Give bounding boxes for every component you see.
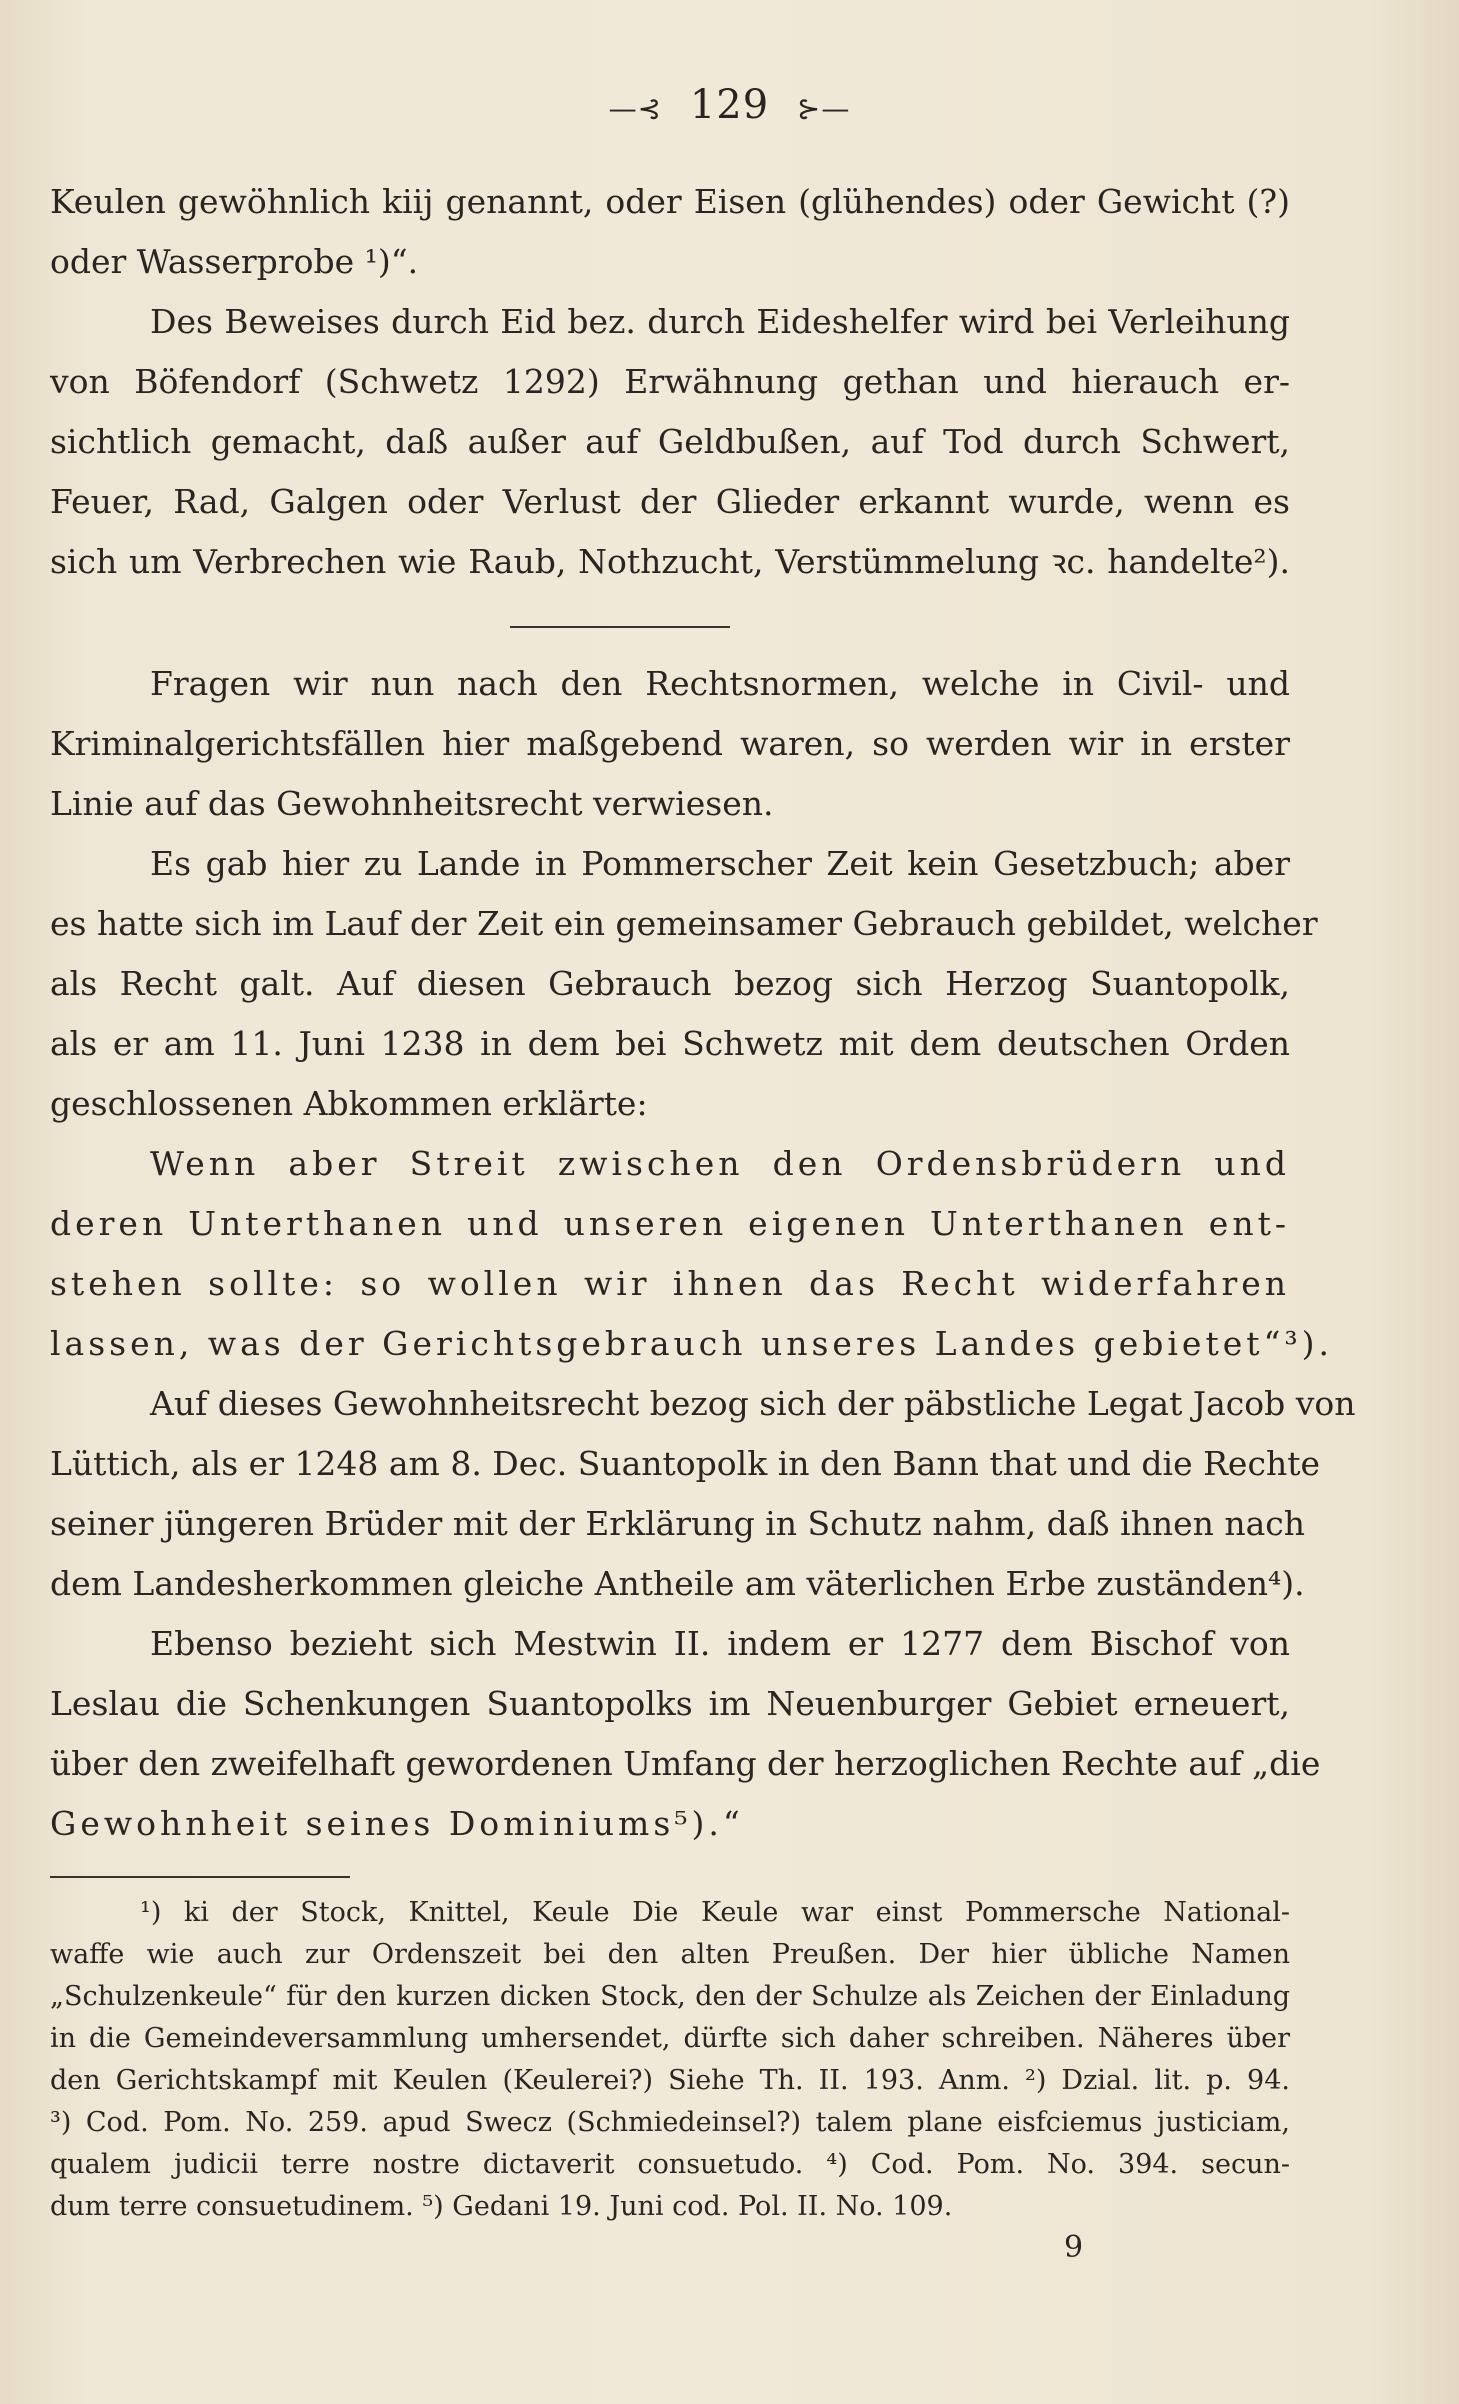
footnote-line: qualem judicii terre nostre dictaverit consuetudo. ⁴) Cod. Pom. No. 394. secun- <box>50 2149 1290 2180</box>
footnote-line: „Schulzenkeule“ für den kurzen dicken Stock, den der Schulze als Zeichen der Einladung <box>50 1981 1290 2012</box>
header-left-ornament: —⊰ <box>608 91 663 125</box>
body-line: Wenn aber Streit zwischen den Ordensbrüdern und <box>150 1144 1290 1183</box>
footnote-line: ¹) ki der Stock, Knittel, Keule Die Keule war einst Pommersche National- <box>140 1897 1290 1928</box>
running-header <box>0 82 1459 128</box>
body-line: Kriminalgerichtsfällen hier maßgebend waren, so werden wir in erster <box>50 724 1290 763</box>
body-line: seiner jüngeren Brüder mit der Erklärung in Schutz nahm, daß ihnen nach <box>50 1504 1306 1543</box>
page-number: 129 <box>689 82 770 128</box>
body-line: Fragen wir nun nach den Rechtsnormen, welche in Civil- und <box>150 664 1290 703</box>
body-line: als Recht galt. Auf diesen Gebrauch bezog sich Herzog Suantopolk, <box>50 964 1290 1003</box>
body-line: Leslau die Schenkungen Suantopolks im Neuenburger Gebiet erneuert, <box>50 1684 1290 1723</box>
body-line: stehen sollte: so wollen wir ihnen das Recht widerfahren <box>50 1264 1290 1303</box>
body-line: lassen, was der Gerichtsgebrauch unseres Landes gebietet“³). <box>50 1324 1333 1363</box>
body-line: Ebenso bezieht sich Mestwin II. indem er 1277 dem Bischof von <box>150 1624 1290 1663</box>
footnote-line: ³) Cod. Pom. No. 259. apud Swecz (Schmiedeinsel?) talem plane eisfciemus justiciam, <box>50 2107 1290 2138</box>
body-line: geschlossenen Abkommen erklärte: <box>50 1084 648 1123</box>
footnote-line: waffe wie auch zur Ordenszeit bei den alten Preußen. Der hier übliche Namen <box>50 1939 1290 1970</box>
footnote-line: in die Gemeindeversammlung umhersendet, dürfte sich daher schreiben. Näheres über <box>50 2023 1290 2054</box>
body-line: Auf dieses Gewohnheitsrecht bezog sich der päbstliche Legat Jacob von <box>150 1384 1356 1423</box>
header-right-ornament: ⊱— <box>796 91 851 125</box>
body-line: es hatte sich im Lauf der Zeit ein gemeinsamer Gebrauch gebildet, welcher <box>50 904 1318 943</box>
body-line: als er am 11. Juni 1238 in dem bei Schwetz mit dem deutschen Orden <box>50 1024 1290 1063</box>
body-line: Keulen gewöhnlich kiij genannt, oder Eisen (glühendes) oder Gewicht (?) <box>50 182 1290 221</box>
body-line: Linie auf das Gewohnheitsrecht verwiesen. <box>50 784 774 823</box>
body-line: über den zweifelhaft gewordenen Umfang der herzoglichen Rechte auf „die <box>50 1744 1321 1783</box>
body-line: deren Unterthanen und unseren eigenen Unterthanen ent- <box>50 1204 1290 1243</box>
footnote-line: dum terre consuetudinem. ⁵) Gedani 19. Juni cod. Pol. II. No. 109. <box>50 2191 953 2222</box>
body-line: Lüttich, als er 1248 am 8. Dec. Suantopolk in den Bann that und die Rechte <box>50 1444 1320 1483</box>
body-line: von Böfendorf (Schwetz 1292) Erwähnung gethan und hierauch er- <box>50 362 1290 401</box>
section-divider <box>510 626 730 628</box>
body-line: sich um Verbrechen wie Raub, Nothzucht, Verstümmelung ꝛc. handelte²). <box>50 542 1290 581</box>
signature-mark: 9 <box>1064 2230 1084 2265</box>
body-line: Feuer, Rad, Galgen oder Verlust der Glieder erkannt wurde, wenn es <box>50 482 1290 521</box>
body-line: Des Beweises durch Eid bez. durch Eideshelfer wird bei Verleihung <box>150 302 1290 341</box>
footnote-divider <box>50 1876 350 1878</box>
body-line: dem Landesherkommen gleiche Antheile am väterlichen Erbe zuständen⁴). <box>50 1564 1305 1603</box>
body-line: Es gab hier zu Lande in Pommerscher Zeit kein Gesetzbuch; aber <box>150 844 1290 883</box>
body-line: Gewohnheit seines Dominiums⁵).“ <box>50 1804 744 1843</box>
footnote-line: den Gerichtskampf mit Keulen (Keulerei?) Siehe Th. II. 193. Anm. ²) Dzial. lit. p. 94. <box>50 2065 1290 2096</box>
body-line: oder Wasserprobe ¹)“. <box>50 242 419 281</box>
body-line: sichtlich gemacht, daß außer auf Geldbußen, auf Tod durch Schwert, <box>50 422 1290 461</box>
